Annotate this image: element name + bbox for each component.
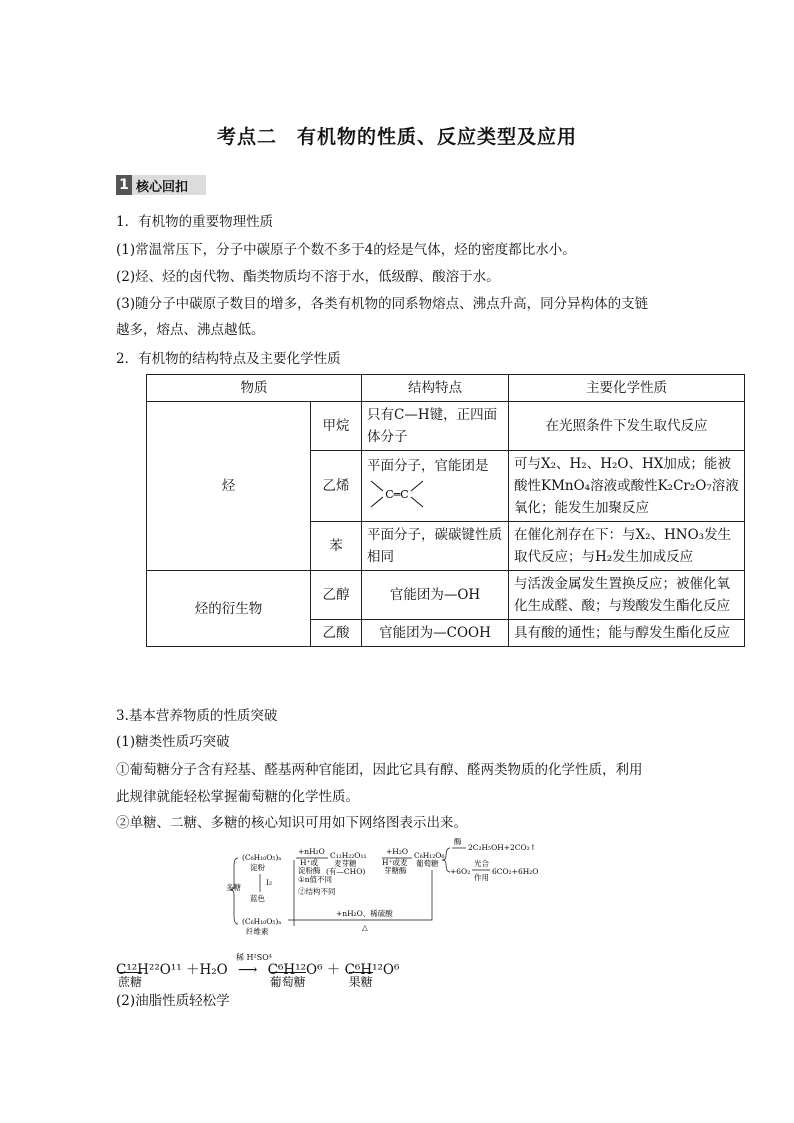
subheading-oils: (2)油脂性质轻松学 (116, 993, 230, 1009)
glucose-paragraph-a: ①葡萄糖分子含有羟基、醛基两种官能团，因此它具有醇、醛两类物质的化学性质，利用 (116, 762, 643, 778)
diagram-label: (C₆H₁₀O₅)ₙ (242, 917, 282, 926)
glucose-name: 葡萄糖 (270, 972, 306, 990)
diagram-label: I₂ (266, 878, 272, 887)
glucose-formula: C⁶H¹²O⁶ (267, 962, 323, 978)
diagram-label: 6CO₂+6H₂O (492, 867, 539, 876)
diagram-label: 多糖 (226, 883, 241, 892)
subheading-sugars: (1)糖类性质巧突破 (116, 734, 230, 750)
diagram-label: 酶 (454, 838, 462, 846)
group-derivative: 烃的衍生物 (147, 571, 311, 647)
table-cell: 乙酸 (311, 620, 362, 647)
diagram-label: +nH₂O、稀硫酸 (336, 909, 393, 918)
diagram-label: H⁺或 (300, 858, 318, 867)
sucrose-hydrolysis-equation (116, 953, 400, 989)
table-cell: 官能团为—OH (362, 571, 509, 620)
table-header: 主要化学性质 (509, 375, 745, 402)
diagram-label: ②结构不同 (298, 887, 336, 896)
diagram-label: ①n值不同 (298, 875, 333, 884)
diagram-label: 淀粉 (250, 863, 265, 872)
plus-water: ＋H₂O (185, 962, 228, 978)
table-row (147, 402, 745, 451)
paragraph-3b: 越多，熔点、沸点越低。 (116, 322, 265, 338)
catalyst-label: 稀 H²SO⁴ (236, 953, 272, 962)
diagram-label: 葡萄糖 (416, 859, 439, 868)
diagram-label: 纤维素 (246, 927, 269, 936)
table-cell: 苯 (311, 522, 362, 571)
page-title: 考点二 有机物的性质、反应类型及应用 (216, 126, 577, 148)
network-intro: ②单糖、二糖、多糖的核心知识可用如下网络图表示出来。 (116, 815, 467, 831)
table-cell: 平面分子，碳碳键性质相同 (362, 522, 509, 571)
diagram-label: 淀粉酶 (298, 866, 321, 875)
diagram-label: 麦芽糖 (334, 859, 357, 868)
diagram-label: (C₆H₁₀O₅)ₙ (242, 853, 282, 862)
ethylene-structure-text: 平面分子，官能团是 (367, 457, 489, 474)
diagram-label: 芽糖酶 (384, 866, 407, 875)
diagram-label: +6O₂ (450, 867, 471, 876)
sugar-network-diagram (226, 838, 556, 938)
paragraph-2: (2)烃、烃的卤代物、酯类物质均不溶于水，低级醇、酸溶于水。 (116, 269, 500, 285)
diagram-label: 蓝色 (250, 894, 265, 903)
table-cell: 只有C—H键，正四面体分子 (362, 402, 509, 451)
diagram-label: C₆H₁₂O₆ (414, 851, 445, 860)
table-cell: 在光照条件下发生取代反应 (509, 402, 745, 451)
table-cell: 乙醇 (311, 571, 362, 620)
diagram-label: 作用 (474, 873, 489, 882)
table-cell: 官能团为—COOH (362, 620, 509, 647)
plus-sign: ＋ (326, 962, 341, 978)
table-cell: 在催化剂存在下：与X₂、HNO₃发生取代反应；与H₂发生加成反应 (509, 522, 745, 571)
diagram-label: C₁₂H₂₂O₁₁ (330, 851, 367, 860)
heading-physical-properties: 1．有机物的重要物理性质 (116, 214, 274, 230)
fructose-name: 果糖 (349, 972, 373, 990)
diagram-label: +nH₂O (298, 847, 325, 856)
heading-structure: 2．有机物的结构特点及主要化学性质 (116, 351, 341, 367)
table-header: 结构特点 (362, 375, 509, 402)
diagram-label: △ (362, 923, 368, 932)
ethylene-structure-diagram (367, 477, 427, 511)
diagram-label: 光合 (474, 859, 489, 868)
ethylene-formula: C═C (385, 487, 409, 501)
paragraph-1: (1)常温常压下，分子中碳原子个数不多于4的烃是气体，烃的密度都比水小。 (116, 242, 576, 258)
group-hydrocarbon: 烃 (147, 402, 311, 571)
table-cell (362, 451, 509, 522)
properties-table (146, 374, 745, 647)
table-header-row (147, 375, 745, 402)
paragraph-3a: (3)随分子中碳原子数目的增多，各类有机物的同系物熔点、沸点升高，同分异构体的支链 (116, 296, 649, 312)
table-cell: 与活泼金属发生置换反应；被催化氧化生成醛、酸；与羧酸发生酯化反应 (509, 571, 745, 620)
section-tag (116, 175, 206, 195)
table-row (147, 571, 745, 620)
reaction-arrow-icon: ⟶ (238, 962, 258, 978)
sucrose-name: 蔗糖 (118, 972, 142, 990)
fructose-formula: C⁶H¹²O⁶ (344, 962, 400, 978)
diagram-label: H⁺或麦 (382, 858, 408, 867)
heading-nutrients: 3.基本营养物质的性质突破 (116, 708, 278, 724)
table-cell: 甲烷 (311, 402, 362, 451)
diagram-label: +H₂O (386, 847, 408, 856)
table-cell: 乙烯 (311, 451, 362, 522)
table-cell: 具有酸的通性；能与醇发生酯化反应 (509, 620, 745, 647)
diagram-label: 2C₂H₅OH+2CO₂↑ (468, 843, 536, 852)
table-cell: 可与X₂、H₂、H₂O、HX加成；能被酸性KMnO₄溶液或酸性K₂Cr₂O₇溶液氧化；能发生加聚反应 (509, 451, 745, 522)
section-label: 核心回扣 (136, 179, 189, 195)
section-number: 1 (116, 175, 132, 195)
sucrose-formula: C¹²H²²O¹¹ (116, 962, 182, 978)
diagram-label: (有—CHO) (326, 867, 366, 876)
glucose-paragraph-b: 此规律就能轻松掌握葡萄糖的化学性质。 (116, 789, 359, 805)
table-header: 物质 (147, 375, 362, 402)
